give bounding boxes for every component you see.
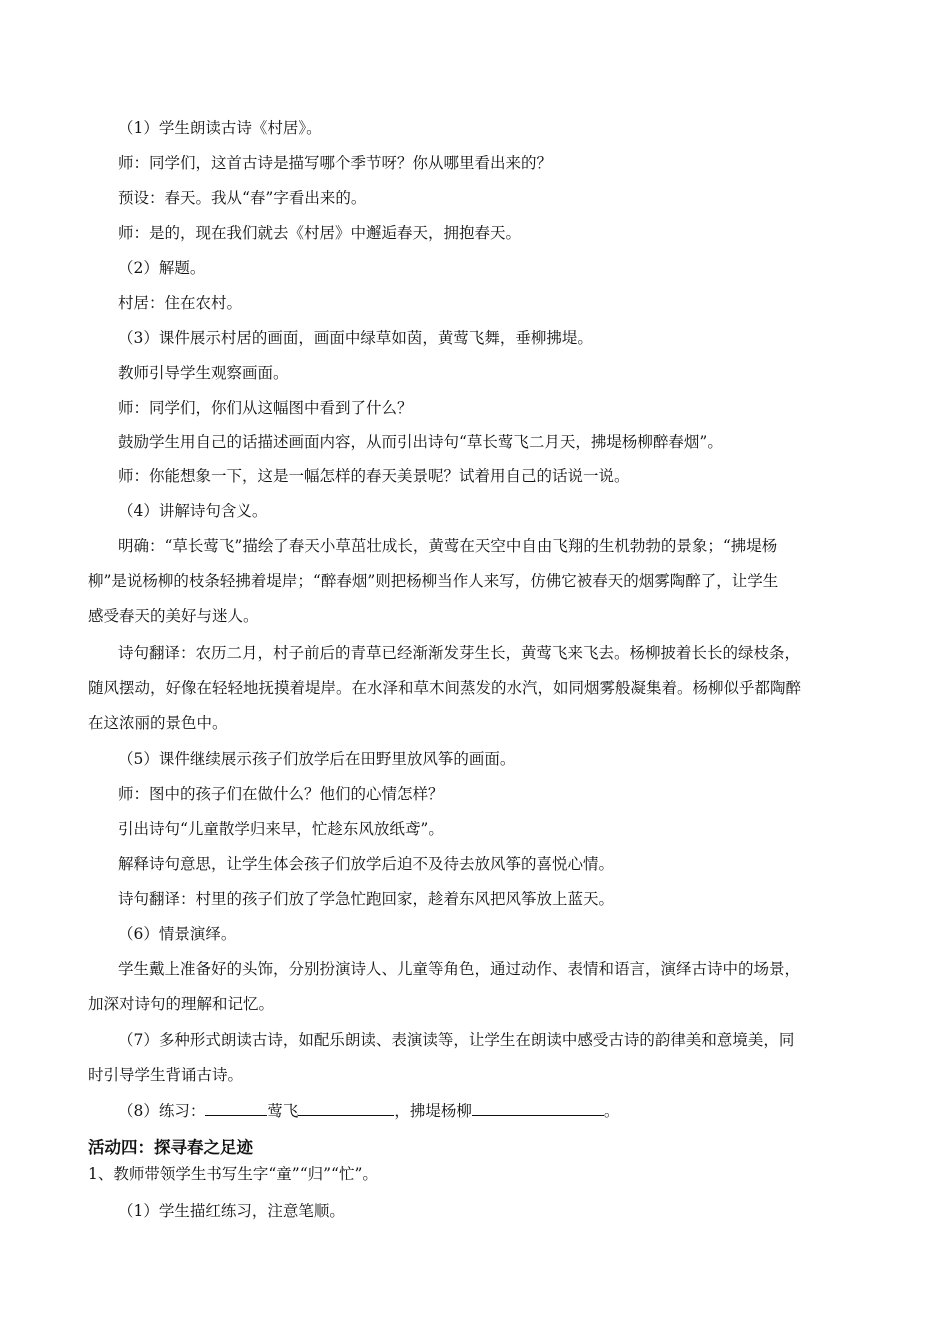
exercise-part: ，拂堤杨柳 bbox=[394, 1102, 472, 1120]
fill-blank[interactable] bbox=[472, 1100, 604, 1116]
fill-blank[interactable] bbox=[205, 1100, 267, 1116]
text-line: （2）解题。 bbox=[118, 259, 206, 277]
text-line: 诗句翻译：农历二月，村子前后的青草已经渐渐发芽生长，黄莺飞来飞去。杨柳披着长长的绿枝条， bbox=[118, 644, 801, 662]
text-line: 随风摆动，好像在轻轻地抚摸着堤岸。在水泽和草木间蒸发的水汽，如同烟雾般凝集着。杨柳似乎都陶醉 bbox=[88, 679, 802, 697]
text-line: （5）课件继续展示孩子们放学后在田野里放风筝的画面。 bbox=[118, 750, 516, 768]
exercise-line bbox=[118, 1100, 619, 1122]
text-line: 师：你能想象一下，这是一幅怎样的春天美景呢？试着用自己的话说一说。 bbox=[118, 467, 630, 485]
text-line: 预设：春天。我从“春”字看出来的。 bbox=[118, 189, 367, 207]
text-line: 教师引导学生观察画面。 bbox=[118, 364, 289, 382]
section-heading: 活动四：探寻春之足迹 bbox=[88, 1138, 253, 1157]
text-line: （4）讲解诗句含义。 bbox=[118, 502, 268, 520]
exercise-end: 。 bbox=[603, 1102, 620, 1120]
exercise-prefix: （8）练习： bbox=[118, 1102, 206, 1120]
text-line: 1、教师带领学生书写生字“童”“归”“忙”。 bbox=[88, 1165, 378, 1183]
text-line: 诗句翻译：村里的孩子们放了学急忙跑回家，趁着东风把风筝放上蓝天。 bbox=[118, 890, 615, 908]
text-line: （7）多种形式朗读古诗，如配乐朗读、表演读等，让学生在朗读中感受古诗的韵律美和意境美，同 bbox=[118, 1031, 795, 1049]
fill-blank[interactable] bbox=[298, 1100, 394, 1116]
text-line: 鼓励学生用自己的话描述画面内容，从而引出诗句“草长莺飞二月天，拂堤杨柳醉春烟”。 bbox=[118, 433, 723, 451]
text-line: （1）学生描红练习，注意笔顺。 bbox=[118, 1202, 345, 1220]
text-line: 在这浓丽的景色中。 bbox=[88, 714, 228, 732]
text-line: （1）学生朗读古诗《村居》。 bbox=[118, 119, 322, 137]
text-line: 师：同学们，你们从这幅图中看到了什么？ bbox=[118, 399, 413, 417]
text-line: 加深对诗句的理解和记忆。 bbox=[88, 995, 275, 1013]
text-line: 感受春天的美好与迷人。 bbox=[88, 607, 259, 625]
text-line: 师：同学们，这首古诗是描写哪个季节呀？你从哪里看出来的？ bbox=[118, 154, 553, 172]
text-line: （3）课件展示村居的画面，画面中绿草如茵，黄莺飞舞，垂柳拂堤。 bbox=[118, 329, 593, 347]
text-line: 时引导学生背诵古诗。 bbox=[88, 1066, 244, 1084]
text-line: 引出诗句“儿童散学归来早，忙趁东风放纸鸢”。 bbox=[118, 820, 444, 838]
text-line: 柳”是说杨柳的枝条轻拂着堤岸；“醉春烟”则把杨柳当作人来写，仿佛它被春天的烟雾陶醉了，让学生 bbox=[88, 572, 779, 590]
text-line: 明确：“草长莺飞”描绘了春天小草茁壮成长，黄莺在天空中自由飞翔的生机勃勃的景象；“拂堤杨 bbox=[118, 537, 778, 555]
text-line: 师：是的，现在我们就去《村居》中邂逅春天，拥抱春天。 bbox=[118, 224, 522, 242]
exercise-part: 莺飞 bbox=[267, 1102, 299, 1120]
text-line: 师：图中的孩子们在做什么？他们的心情怎样？ bbox=[118, 785, 444, 803]
text-line: 解释诗句意思，让学生体会孩子们放学后迫不及待去放风筝的喜悦心情。 bbox=[118, 855, 615, 873]
text-line: 村居：住在农村。 bbox=[118, 294, 243, 312]
text-line: （6）情景演绎。 bbox=[118, 925, 237, 943]
text-line: 学生戴上准备好的头饰，分别扮演诗人、儿童等角色，通过动作、表情和语言，演绎古诗中的场景， bbox=[118, 960, 801, 978]
